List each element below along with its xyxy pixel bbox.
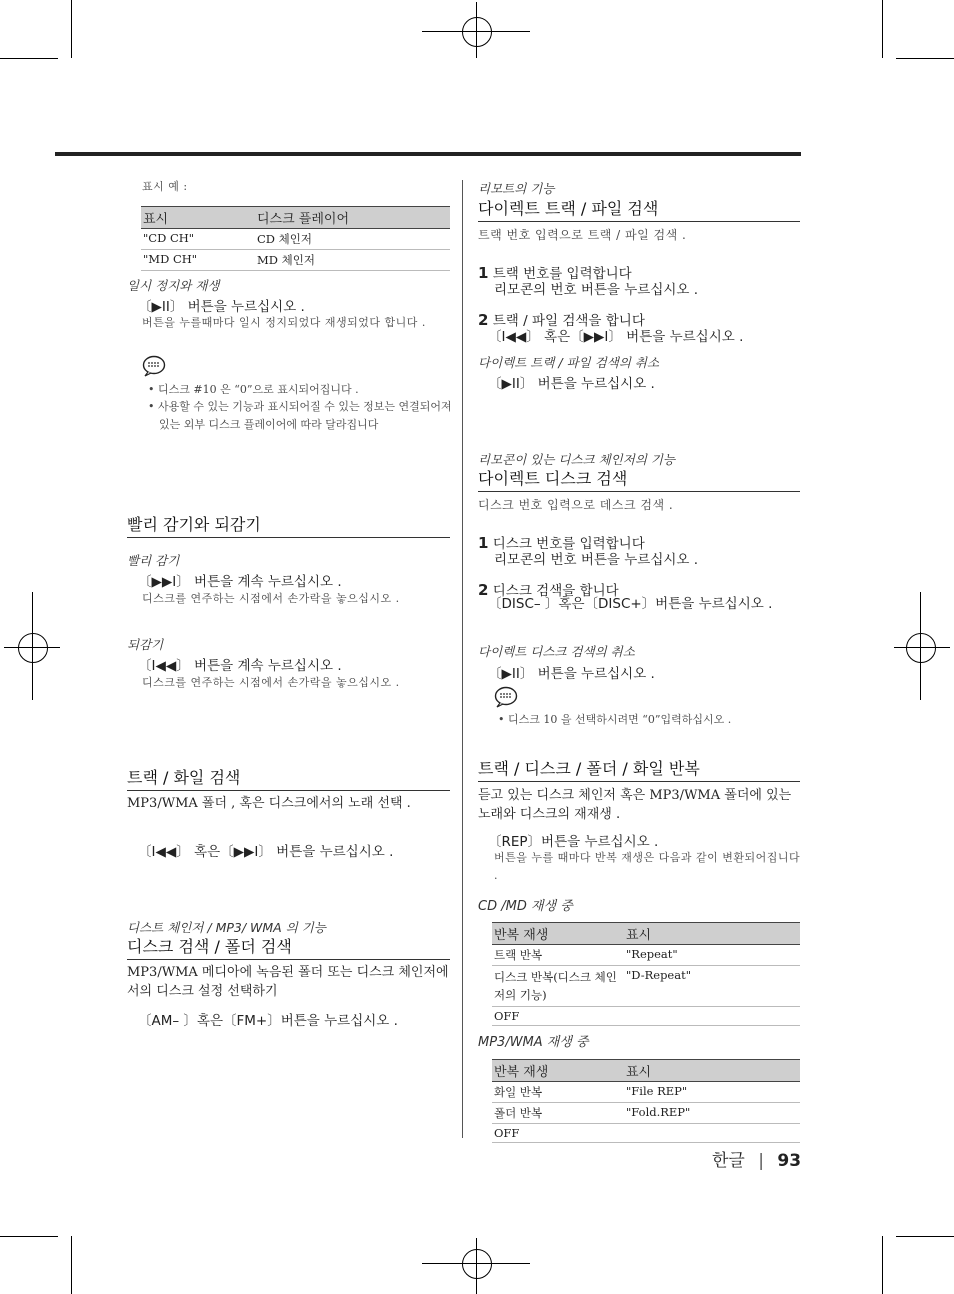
page-footer [712,1146,801,1171]
rew-line: 〔I◀◀〕 버튼을 계속 누르십시오 . [138,658,342,674]
registration-mark [422,31,530,32]
example-label: 표시 예 : [142,180,188,193]
pause-desc: 버튼을 누를때마다 일시 정지되었다 재생되었다 합니다 . [142,316,426,329]
table-header: 반복 재생 [492,923,624,945]
ffrew-title: 빨리 감기와 되감기 [127,512,450,538]
table-row: 폴더 반복 "Fold.REP" [492,1103,800,1124]
repeat-title: 트랙 / 디스크 / 폴더 / 화일 반복 [478,756,800,782]
direct-track-cancel-subtitle: 다이렉트 트랙 / 파일 검색의 취소 [478,355,660,370]
direct-disc-desc: 디스크 번호 입력으로 데스크 검색 . [478,498,674,512]
step-2-detail: 〔DISC– 〕혹은〔DISC+〕버튼을 누르십시오 . [488,596,773,612]
track-search-title: 트랙 / 화일 검색 [127,765,450,791]
disc-folder-subtitle: 디스트 체인저 / MP3/ WMA 의 기능 [127,920,326,935]
crop-mark [882,1236,883,1294]
crop-mark [882,0,883,58]
track-search-desc: MP3/WMA 폴더 , 혹은 디스크에서의 노래 선택 . [127,796,411,811]
registration-mark [422,1263,530,1264]
step-2-detail: 〔I◀◀〕 혹은〔▶▶I〕 버튼을 누르십시오 . [488,329,744,345]
direct-track-title: 다이렉트 트랙 / 파일 검색 [478,196,800,222]
table-row: OFF [492,1007,800,1026]
table-header: 디스크 플레이어 [255,207,450,229]
note-item: • 디스크 10 을 선택하시려면 “0”입력하십시오 . [498,713,732,726]
step-1: 1 트랙 번호를 입력합니다 [478,264,632,282]
direct-disc-cancel-line: 〔▶II〕 버튼을 누르십시오 . [488,666,655,682]
crop-mark [896,1236,954,1237]
disc-folder-line: 〔AM– 〕혹은〔FM+〕버튼을 누르십시오 . [138,1013,398,1029]
direct-track-cancel-line: 〔▶II〕 버튼을 누르십시오 . [488,376,655,392]
note-item: • 디스크 #10 은 “0”으로 표시되어집니다 . [148,383,359,396]
disc-folder-title: 디스크 검색 / 폴더 검색 [127,934,450,960]
registration-mark [894,647,950,648]
cd-md-repeat-table [492,922,800,1026]
step-2: 2 디스크 검색을 합니다 [478,581,619,599]
step-2: 2 트랙 / 파일 검색을 합니다 [478,311,645,329]
direct-track-desc: 트랙 번호 입력으로 트랙 / 파일 검색 . [478,228,687,242]
disc-folder-desc: MP3/WMA 메디아에 녹음된 폴더 또는 디스크 체인저에서의 디스크 설정 선택하기 [127,965,449,999]
table-header: 표시 [141,207,255,229]
table-row: 화일 반복 "File REP" [492,1082,800,1103]
table-header: 표시 [624,923,800,945]
crop-mark [71,1236,72,1294]
registration-mark [906,633,936,663]
note-icon [494,686,518,708]
rew-desc: 디스크를 연주하는 시점에서 손가락을 놓으십시오 . [142,676,400,689]
crop-mark [0,1236,58,1237]
crop-mark [896,58,954,59]
registration-mark [920,592,921,700]
direct-disc-subtitle: 리모콘이 있는 디스크 체인저의 기능 [478,452,676,467]
direct-track-subtitle: 리모트의 기능 [478,181,555,196]
table-row: 트랙 반복 "Repeat" [492,945,800,966]
disc-player-table [141,206,450,271]
registration-mark [476,2,477,58]
table-header: 반복 재생 [492,1060,624,1082]
step-1: 1 디스크 번호를 입력합니다 [478,534,645,552]
track-search-line: 〔I◀◀〕 혹은〔▶▶I〕 버튼을 누르십시오 . [138,844,394,860]
direct-disc-title: 다이렉트 디스크 검색 [478,466,800,492]
registration-mark [32,592,33,700]
ff-line: 〔▶▶I〕 버튼을 계속 누르십시오 . [138,574,342,590]
pause-button-line: 〔▶II〕 버튼을 누르십시오 . [138,299,305,315]
direct-disc-cancel-subtitle: 다이렉트 디스크 검색의 취소 [478,644,635,659]
crop-mark [71,0,72,58]
page-number: 93 [777,1151,802,1171]
mp3-wma-subtitle: MP3/WMA 재생 중 [478,1035,589,1050]
repeat-desc: 듣고 있는 디스크 체인저 혹은 MP3/WMA 폴더에 있는 노래와 디스크의 재재생 . [478,788,792,822]
ff-subtitle: 빨리 감기 [127,553,180,568]
registration-mark [462,1249,492,1279]
table-header: 표시 [624,1060,800,1082]
ff-desc: 디스크를 연주하는 시점에서 손가락을 놓으십시오 . [142,592,400,605]
step-1-detail: 리모콘의 번호 버튼을 누르십시오 . [494,552,699,568]
column-divider [462,180,463,1138]
pause-subtitle: 일시 정지와 재생 [127,278,220,293]
registration-mark [18,633,48,663]
registration-mark [476,1238,477,1294]
repeat-line: 〔REP〕버튼을 누르십시오 . [488,834,659,850]
repeat-line-desc: 버튼을 누를 때마다 반복 재생은 다음과 같이 변환되어집니다 . [494,851,801,882]
mp3-wma-repeat-table [492,1059,800,1143]
table-row: "CD CH" CD 체인저 [141,229,450,250]
crop-mark [0,58,58,59]
footer-separator: | [758,1151,764,1171]
rew-subtitle: 되감기 [127,637,164,652]
note-icon [142,355,166,377]
cd-md-subtitle: CD /MD 재생 중 [478,899,573,914]
language-label: 한글 [712,1151,745,1171]
step-1-detail: 리모콘의 번호 버튼을 누르십시오 . [494,282,699,298]
table-row: 디스크 반복(디스크 체인저의 기능) "D-Repeat" [492,966,800,1007]
registration-mark [4,647,60,648]
header-rule [55,152,801,156]
table-row: OFF [492,1124,800,1143]
table-row: "MD CH" MD 체인저 [141,250,450,271]
registration-mark [462,17,492,47]
note-item: • 사용할 수 있는 기능과 표시되어질 수 있는 정보는 연결되어져 있는 외부 디스크 플레이어에 따라 달라집니다 [148,400,452,431]
